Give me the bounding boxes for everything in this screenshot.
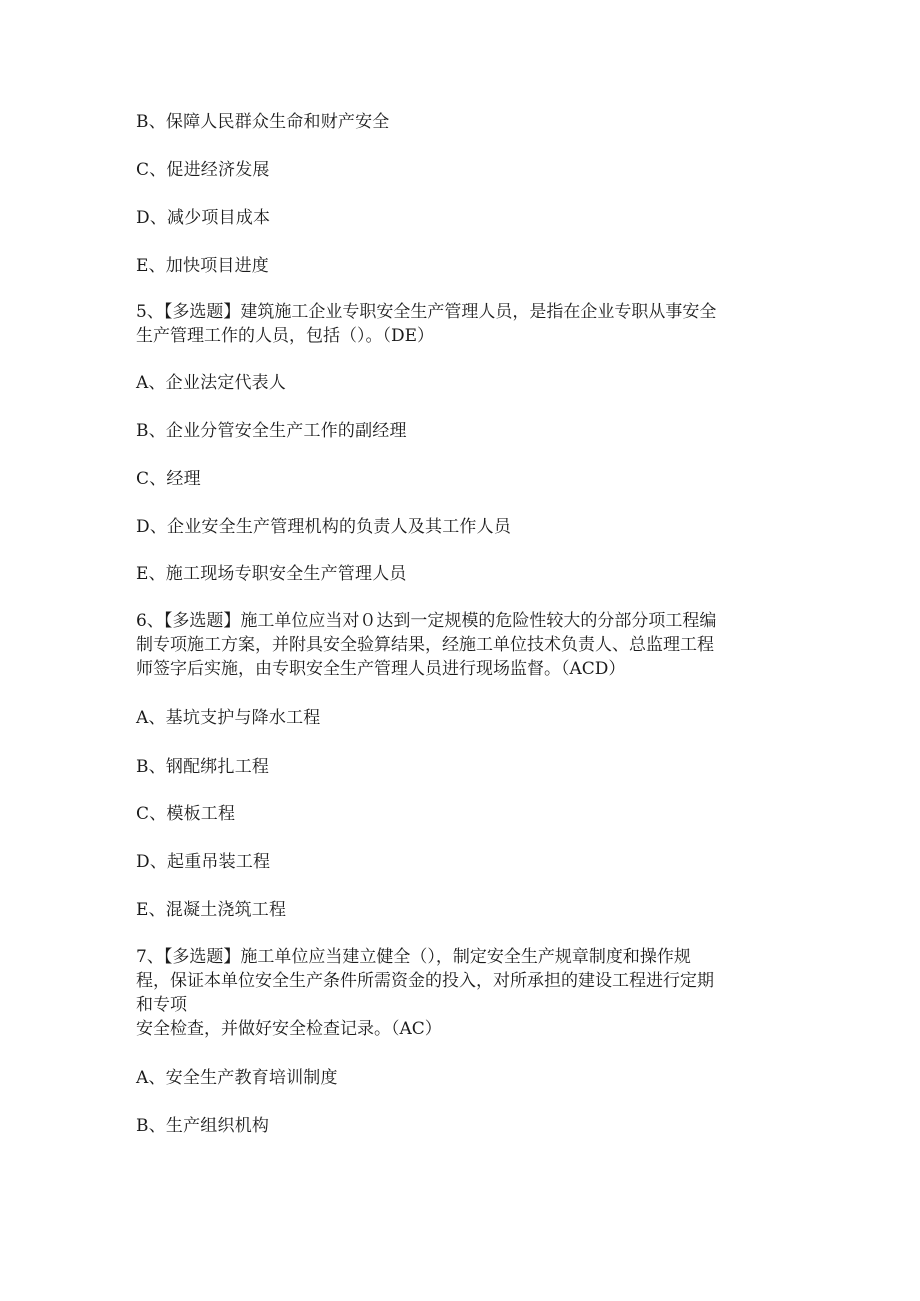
- option-b-q7: B、生产组织机构: [136, 1116, 270, 1136]
- question-5-line-2: 生产管理工作的人员，包括（）。（DE）: [136, 326, 435, 346]
- option-d-q6: D、起重吊装工程: [136, 852, 271, 872]
- question-6: [136, 609, 786, 681]
- option-a-q6: A、基坑支护与降水工程: [136, 708, 321, 728]
- option-d-q5: D、企业安全生产管理机构的负责人及其工作人员: [136, 517, 512, 537]
- question-7-line-3: 和专项: [136, 995, 187, 1015]
- option-c-q5: C、经理: [136, 469, 201, 489]
- option-e-q6: E、混凝土浇筑工程: [136, 900, 287, 920]
- option-a-q5: A、企业法定代表人: [136, 373, 287, 393]
- question-7-line-1: 7、【多选题】施工单位应当建立健全（），制定安全生产规章制度和操作规: [136, 947, 691, 967]
- option-c-q6: C、模板工程: [136, 804, 236, 824]
- option-b-q6: B、钢配绑扎工程: [136, 757, 270, 777]
- question-5: [136, 300, 786, 348]
- question-7-line-4: 安全检查，并做好安全检查记录。（AC）: [136, 1019, 442, 1039]
- question-7-line-2: 程，保证本单位安全生产条件所需资金的投入，对所承担的建设工程进行定期: [136, 971, 714, 991]
- question-5-line-1: 5、【多选题】建筑施工企业专职安全生产管理人员，是指在企业专职从事安全: [136, 302, 717, 322]
- option-e-q4: E、加快项目进度: [136, 256, 270, 276]
- option-d-q4: D、减少项目成本: [136, 208, 271, 228]
- question-6-line-2: 制专项施工方案，并附具安全验算结果，经施工单位技术负责人、总监理工程: [136, 635, 714, 655]
- option-c-q4: C、促进经济发展: [136, 160, 270, 180]
- option-e-q5: E、施工现场专职安全生产管理人员: [136, 564, 407, 584]
- question-7: [136, 945, 786, 1041]
- option-b-q4: B、保障人民群众生命和财产安全: [136, 112, 390, 132]
- question-6-line-1: 6、【多选题】施工单位应当对０达到一定规模的危险性较大的分部分项工程编: [136, 611, 717, 631]
- question-6-line-3: 师签字后实施，由专职安全生产管理人员进行现场监督。（ACD）: [136, 659, 626, 679]
- option-a-q7: A、安全生产教育培训制度: [136, 1068, 338, 1088]
- option-b-q5: B、企业分管安全生产工作的副经理: [136, 421, 407, 441]
